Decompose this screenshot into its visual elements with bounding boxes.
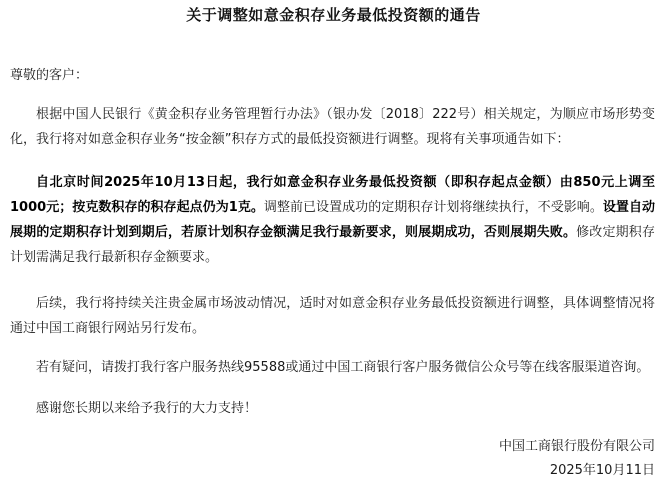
paragraph-adjustment bbox=[10, 170, 655, 270]
adjustment-renewal-text: 设置自动展期的定期积存计划到期后，若原计划积存金额满足我行最新要求，则展期成功，否则展期失败。 bbox=[10, 200, 655, 240]
notice-title: 关于调整如意金积存业务最低投资额的通告 bbox=[186, 6, 481, 24]
paragraph-contact bbox=[10, 355, 655, 380]
paragraph-followup bbox=[10, 291, 655, 341]
paragraph-thanks-text: 感谢您长期以来给予我行的大力支持！ bbox=[36, 401, 258, 416]
signature-date: 2025年10月11日 bbox=[549, 463, 655, 478]
signature-organization: 中国工商银行股份有限公司 bbox=[498, 439, 655, 454]
salutation: 尊敬的客户： bbox=[10, 68, 89, 83]
paragraph-followup-text: 后续，我行将持续关注贵金属市场波动情况，适时对如意金积存业务最低投资额进行调整，具体调整情况将通过中国工商银行网站另行发布。 bbox=[10, 296, 655, 336]
adjustment-effective-text: 自北京时间2025年10月13日起，我行如意金积存业务最低投资额（即积存起点金额）由850元上调至1000元；按克数积存的积存起点仍为1克。 bbox=[10, 175, 655, 215]
paragraph-basis-text: 根据中国人民银行《黄金积存业务管理暂行办法》（银办发〔2018〕222号）相关规定，为顺应市场形势变化，我行将对如意金积存业务“按金额”积存方式的最低投资额进行调整。现将有关事项通告如下： bbox=[10, 107, 655, 147]
adjustment-existing-plan-text: 调整前已设置成功的定期积存计划将继续执行，不受影响。 bbox=[263, 200, 603, 215]
paragraph-thanks bbox=[10, 396, 655, 421]
adjustment-modify-text: 修改定期积存计划需满足我行最新积存金额要求。 bbox=[10, 225, 655, 265]
paragraph-basis bbox=[10, 102, 655, 152]
paragraph-contact-text: 若有疑问，请拨打我行客户服务热线95588或通过中国工商银行客户服务微信公众号等在线客服渠道咨询。 bbox=[36, 360, 650, 375]
